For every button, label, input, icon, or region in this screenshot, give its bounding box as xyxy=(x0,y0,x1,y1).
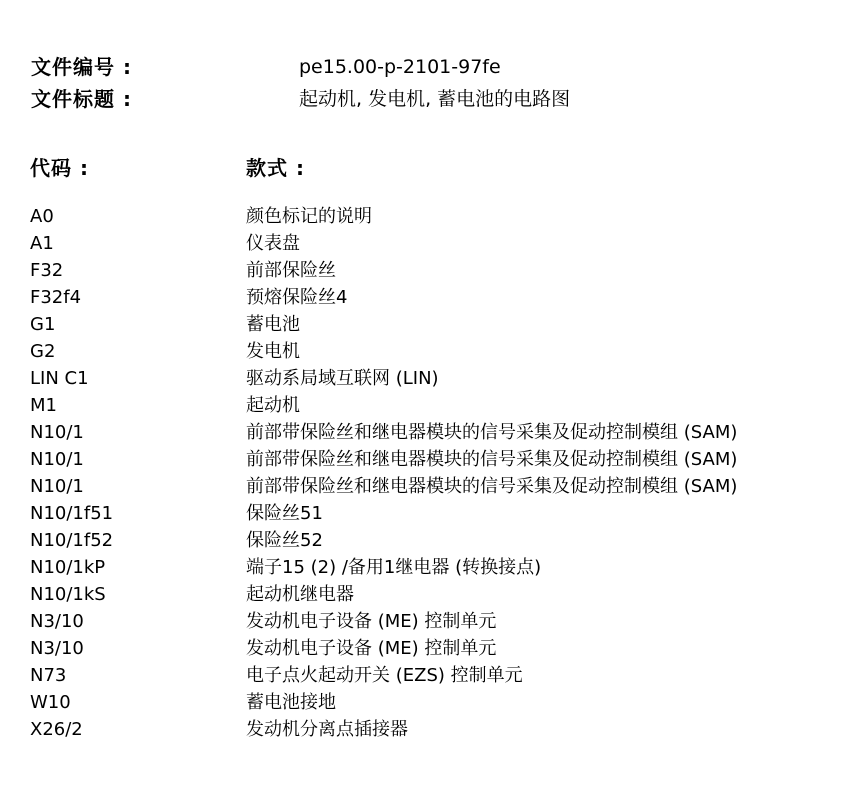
component-description: 发动机分离点插接器 xyxy=(246,719,408,740)
component-description: 前部保险丝 xyxy=(246,260,336,281)
component-description: 保险丝51 xyxy=(246,503,323,524)
component-code: LIN C1 xyxy=(30,368,89,389)
component-code: A0 xyxy=(30,206,54,227)
file-number-value: pe15.00-p-2101-97fe xyxy=(299,56,501,78)
component-description: 前部带保险丝和继电器模块的信号采集及促动控制模组 (SAM) xyxy=(246,422,738,443)
component-description: 发电机 xyxy=(246,341,300,362)
component-code: M1 xyxy=(30,395,57,416)
code-column-heading: 代码 : xyxy=(30,156,89,180)
component-code: A1 xyxy=(30,233,54,254)
component-description: 仪表盘 xyxy=(246,233,300,254)
component-code: N3/10 xyxy=(30,638,84,659)
component-code: G2 xyxy=(30,341,56,362)
component-code: F32f4 xyxy=(30,287,82,308)
component-code: W10 xyxy=(30,692,71,713)
file-title-label: 文件标题 : xyxy=(31,87,132,111)
component-description: 电子点火起动开关 (EZS) 控制单元 xyxy=(246,665,523,686)
component-description: 预熔保险丝4 xyxy=(246,287,348,308)
component-code: N10/1f51 xyxy=(30,503,114,524)
file-number-label: 文件编号 : xyxy=(31,55,132,79)
component-description: 保险丝52 xyxy=(246,530,323,551)
component-description: 前部带保险丝和继电器模块的信号采集及促动控制模组 (SAM) xyxy=(246,449,738,470)
component-description: 发动机电子设备 (ME) 控制单元 xyxy=(246,611,497,632)
component-description: 蓄电池接地 xyxy=(246,692,336,713)
component-code: N10/1 xyxy=(30,449,84,470)
component-code: N10/1kS xyxy=(30,584,106,605)
component-code: N10/1 xyxy=(30,476,84,497)
component-code: N10/1 xyxy=(30,422,84,443)
component-description: 起动机继电器 xyxy=(246,584,354,605)
component-description: 端子15 (2) /备用1继电器 (转换接点) xyxy=(246,557,542,578)
component-description: 蓄电池 xyxy=(246,314,300,335)
file-title-value: 起动机, 发电机, 蓄电池的电路图 xyxy=(299,88,571,110)
component-code: F32 xyxy=(30,260,64,281)
component-description: 驱动系局域互联网 (LIN) xyxy=(246,368,439,389)
component-code: N73 xyxy=(30,665,67,686)
component-code: G1 xyxy=(30,314,56,335)
component-description: 颜色标记的说明 xyxy=(246,206,372,227)
component-code: N10/1f52 xyxy=(30,530,114,551)
component-code: X26/2 xyxy=(30,719,83,740)
style-column-heading: 款式 : xyxy=(246,156,305,180)
component-description: 起动机 xyxy=(246,395,300,416)
component-code: N3/10 xyxy=(30,611,84,632)
component-description: 发动机电子设备 (ME) 控制单元 xyxy=(246,638,497,659)
component-code: N10/1kP xyxy=(30,557,106,578)
component-description: 前部带保险丝和继电器模块的信号采集及促动控制模组 (SAM) xyxy=(246,476,738,497)
